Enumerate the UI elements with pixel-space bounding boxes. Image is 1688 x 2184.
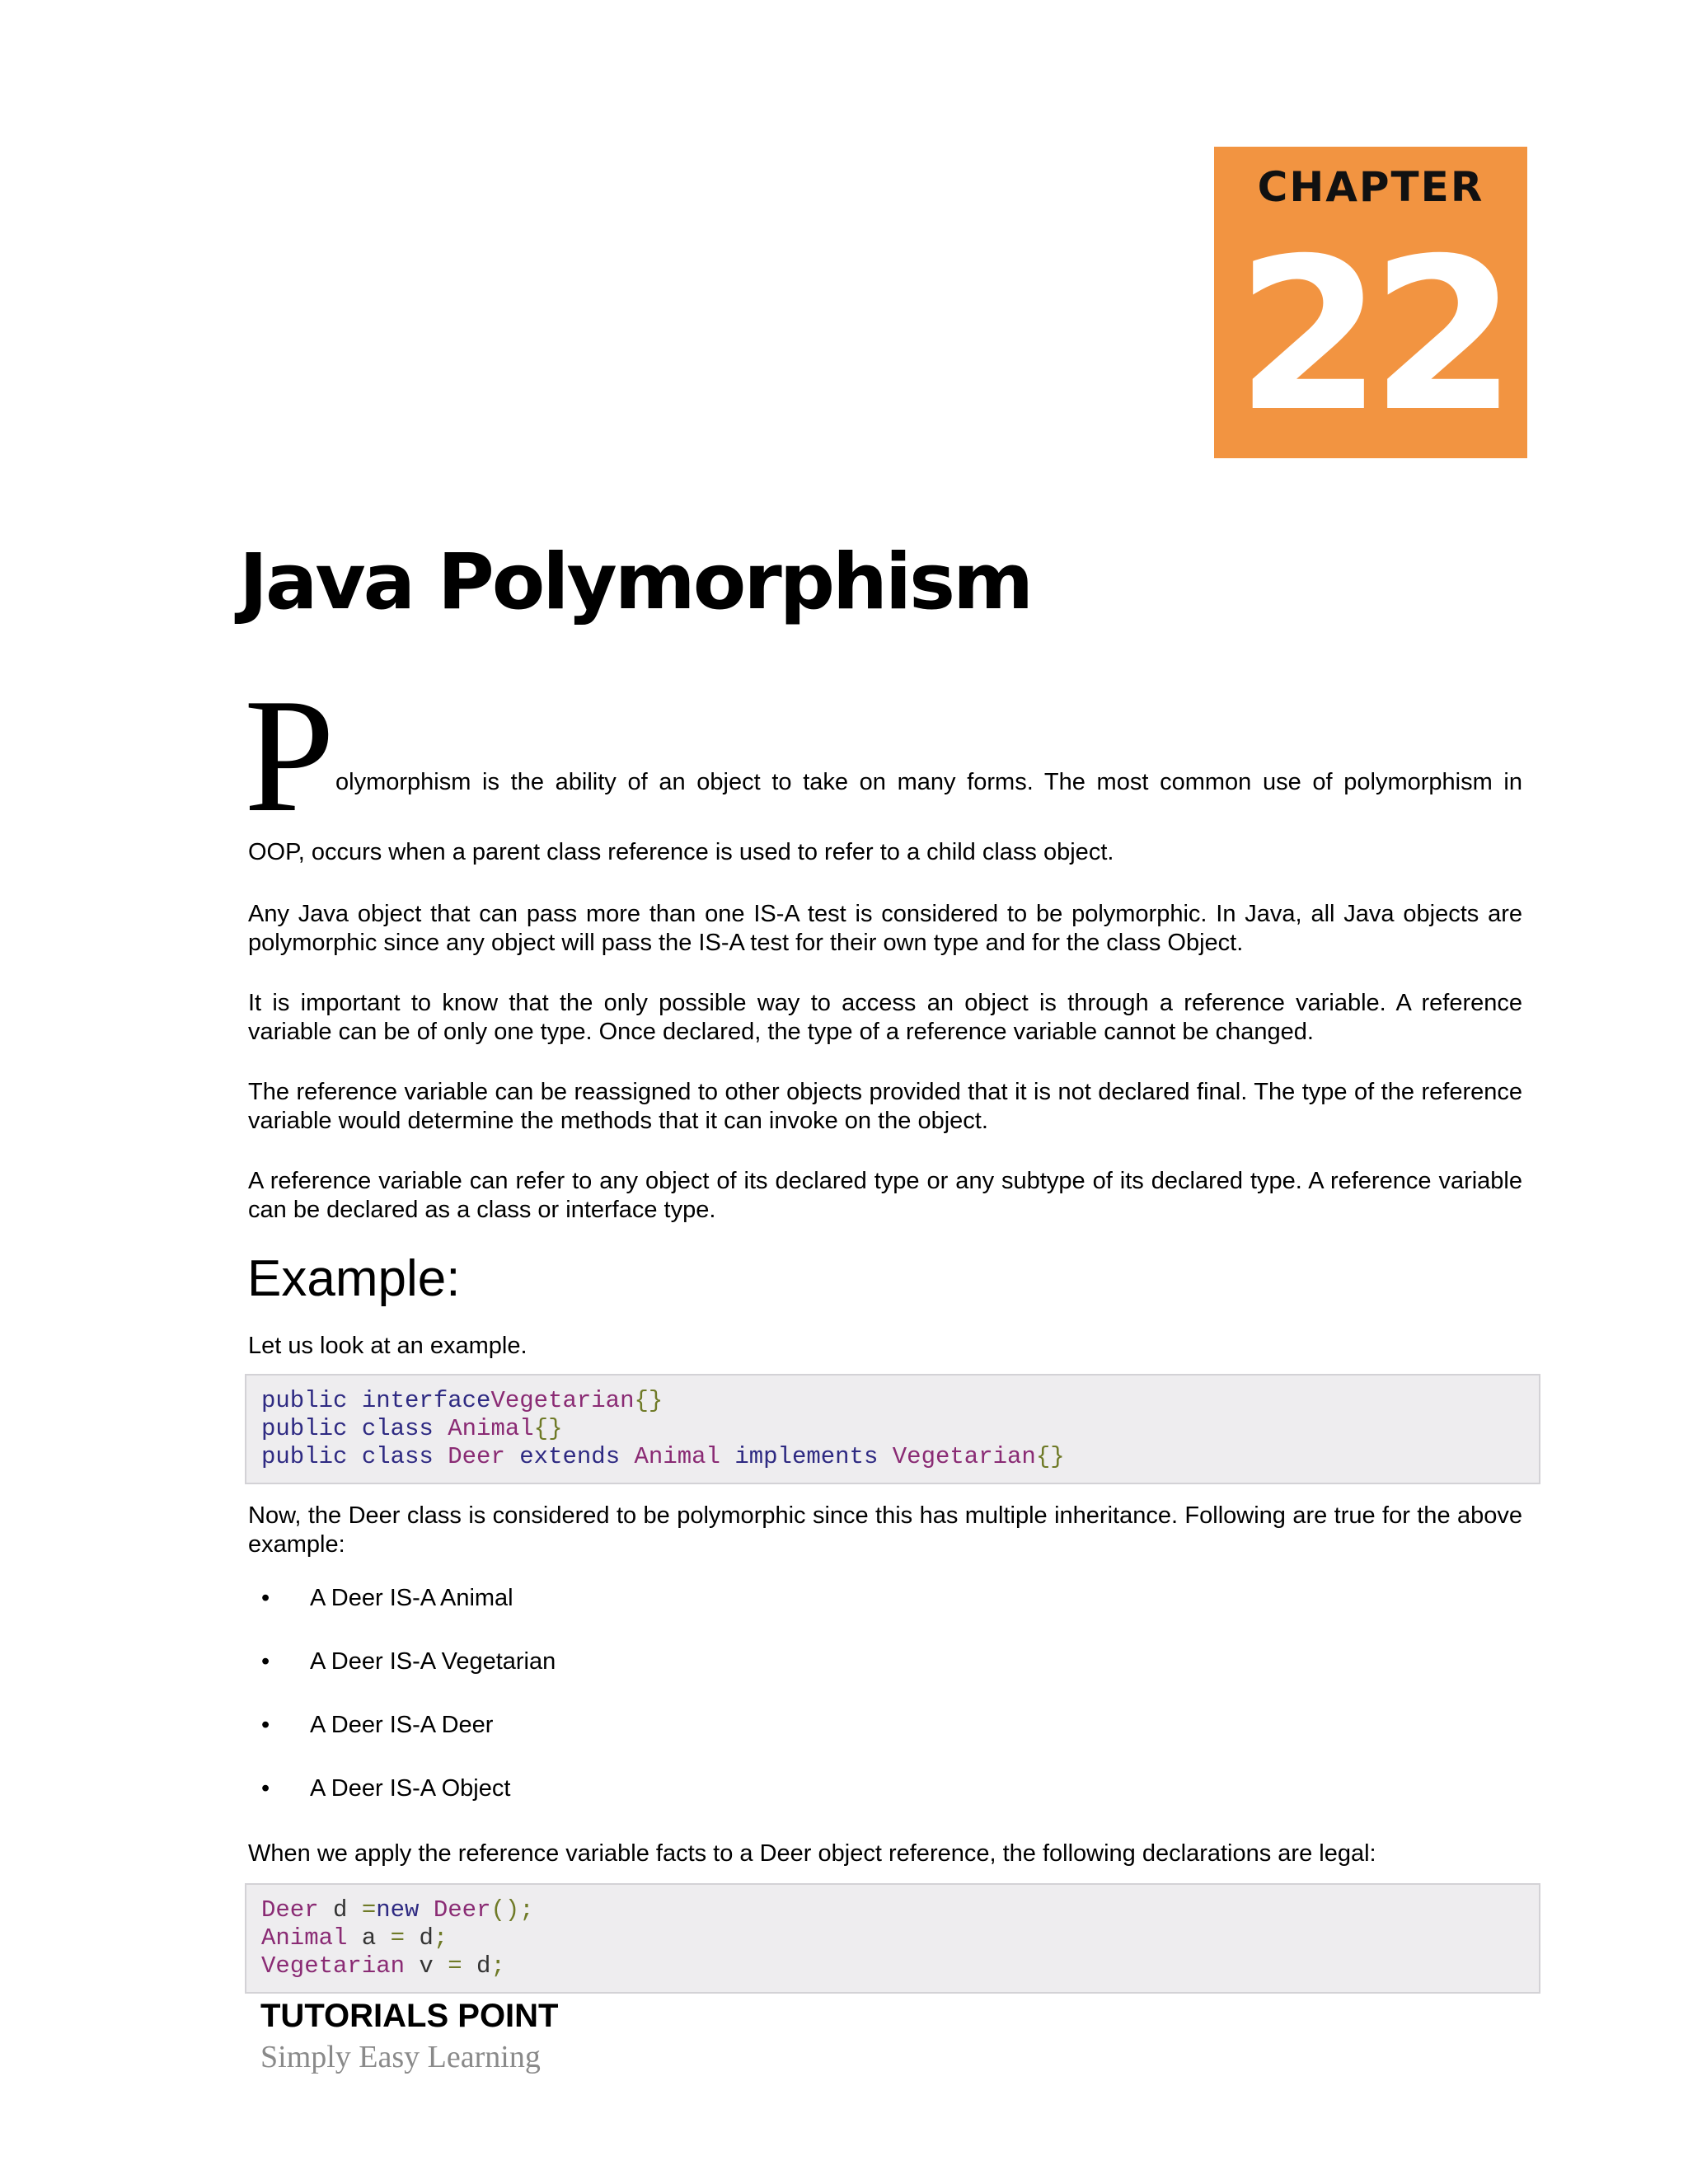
code-type: Vegetarian [261, 1952, 406, 1980]
code-punct: ; [490, 1952, 505, 1980]
code-keyword: public interface [261, 1387, 491, 1414]
code-punct: = [361, 1896, 377, 1924]
code-keyword: implements [720, 1443, 893, 1470]
page-title: Java Polymorphism [239, 537, 1032, 627]
list-item [248, 1647, 556, 1711]
list-item [248, 1774, 556, 1838]
code-punct: (); [490, 1896, 534, 1924]
bullet-marker: • [261, 1712, 270, 1738]
list-item [248, 1584, 556, 1647]
example-heading: Example: [247, 1250, 461, 1307]
code-punct: ; [433, 1924, 448, 1952]
paragraph-legal-declarations: When we apply the reference variable facts to a Deer object reference, the following declarations are legal: [248, 1840, 1376, 1867]
code-block-reference-variables [245, 1883, 1540, 1994]
code-identifier: d [405, 1924, 434, 1952]
footer-brand: TUTORIALS POINT [260, 1998, 559, 2034]
code-identifier: d [462, 1952, 491, 1980]
bullet-marker: • [261, 1775, 270, 1802]
code-identifier: d [318, 1896, 362, 1924]
list-item-text: A Deer IS-A Animal [310, 1585, 513, 1611]
code-type: Deer [419, 1896, 491, 1924]
code-punct: = [390, 1924, 406, 1952]
code-punct: = [448, 1952, 462, 1980]
list-item-text: A Deer IS-A Deer [310, 1712, 494, 1738]
drop-cap: P [244, 665, 335, 846]
paragraph-reassign: The reference variable can be reassigned to other objects provided that it is not declared final. The type of the reference variable would determine the methods that it can invoke on the object. [248, 1079, 1522, 1134]
code-block-declarations [245, 1374, 1540, 1484]
paragraph-reference-variable: It is important to know that the only possible way to access an object is through a reference variable. A reference variable can be of only one type. Once declared, the type of a reference variable cannot be changed. [248, 990, 1522, 1045]
code-keyword: new [376, 1896, 420, 1924]
paragraph-after-code: Now, the Deer class is considered to be polymorphic since this has multiple inheritance. Following are true for the above example: [248, 1502, 1522, 1558]
code-type: Vegetarian [892, 1443, 1036, 1470]
code-identifier: v [405, 1952, 448, 1980]
example-intro: Let us look at an example. [248, 1333, 528, 1359]
paragraph-declared-type: A reference variable can refer to any object of its declared type or any subtype of its declared type. A reference variable can be declared as a class or interface type. [248, 1168, 1522, 1223]
code-punct: {} [1035, 1443, 1065, 1470]
code-type: Deer [448, 1443, 505, 1470]
code-type: Animal [448, 1415, 534, 1442]
code-punct: {} [634, 1387, 663, 1414]
footer-tagline: Simply Easy Learning [260, 2040, 541, 2074]
bullet-marker: • [261, 1648, 270, 1675]
chapter-number: 22 [1236, 213, 1506, 458]
code-keyword: public class [261, 1443, 448, 1470]
intro-first-line: olymorphism is the ability of an object to take on many forms. The most common use of polymorphism in [335, 769, 1522, 795]
chapter-label: CHAPTER [1257, 163, 1484, 211]
chapter-badge [1214, 147, 1527, 458]
code-keyword: public class [261, 1415, 448, 1442]
code-keyword: extends [504, 1443, 635, 1470]
list-item [248, 1711, 556, 1774]
list-item-text: A Deer IS-A Object [310, 1775, 511, 1802]
code-type: Animal [634, 1443, 720, 1470]
code-punct: {} [533, 1415, 563, 1442]
intro-second-line: OOP, occurs when a parent class reference is used to refer to a child class object. [248, 839, 1114, 865]
code-type: Vegetarian [490, 1387, 635, 1414]
list-item-text: A Deer IS-A Vegetarian [310, 1648, 556, 1675]
is-a-list [248, 1584, 556, 1838]
paragraph-is-a-test: Any Java object that can pass more than one IS-A test is considered to be polymorphic. In Java, all Java objects are polymorphic since any object will pass the IS-A test for their own type and for the class Object. [248, 901, 1522, 956]
code-identifier: a [347, 1924, 391, 1952]
code-type: Deer [261, 1896, 319, 1924]
bullet-marker: • [261, 1585, 270, 1611]
code-type: Animal [261, 1924, 348, 1952]
